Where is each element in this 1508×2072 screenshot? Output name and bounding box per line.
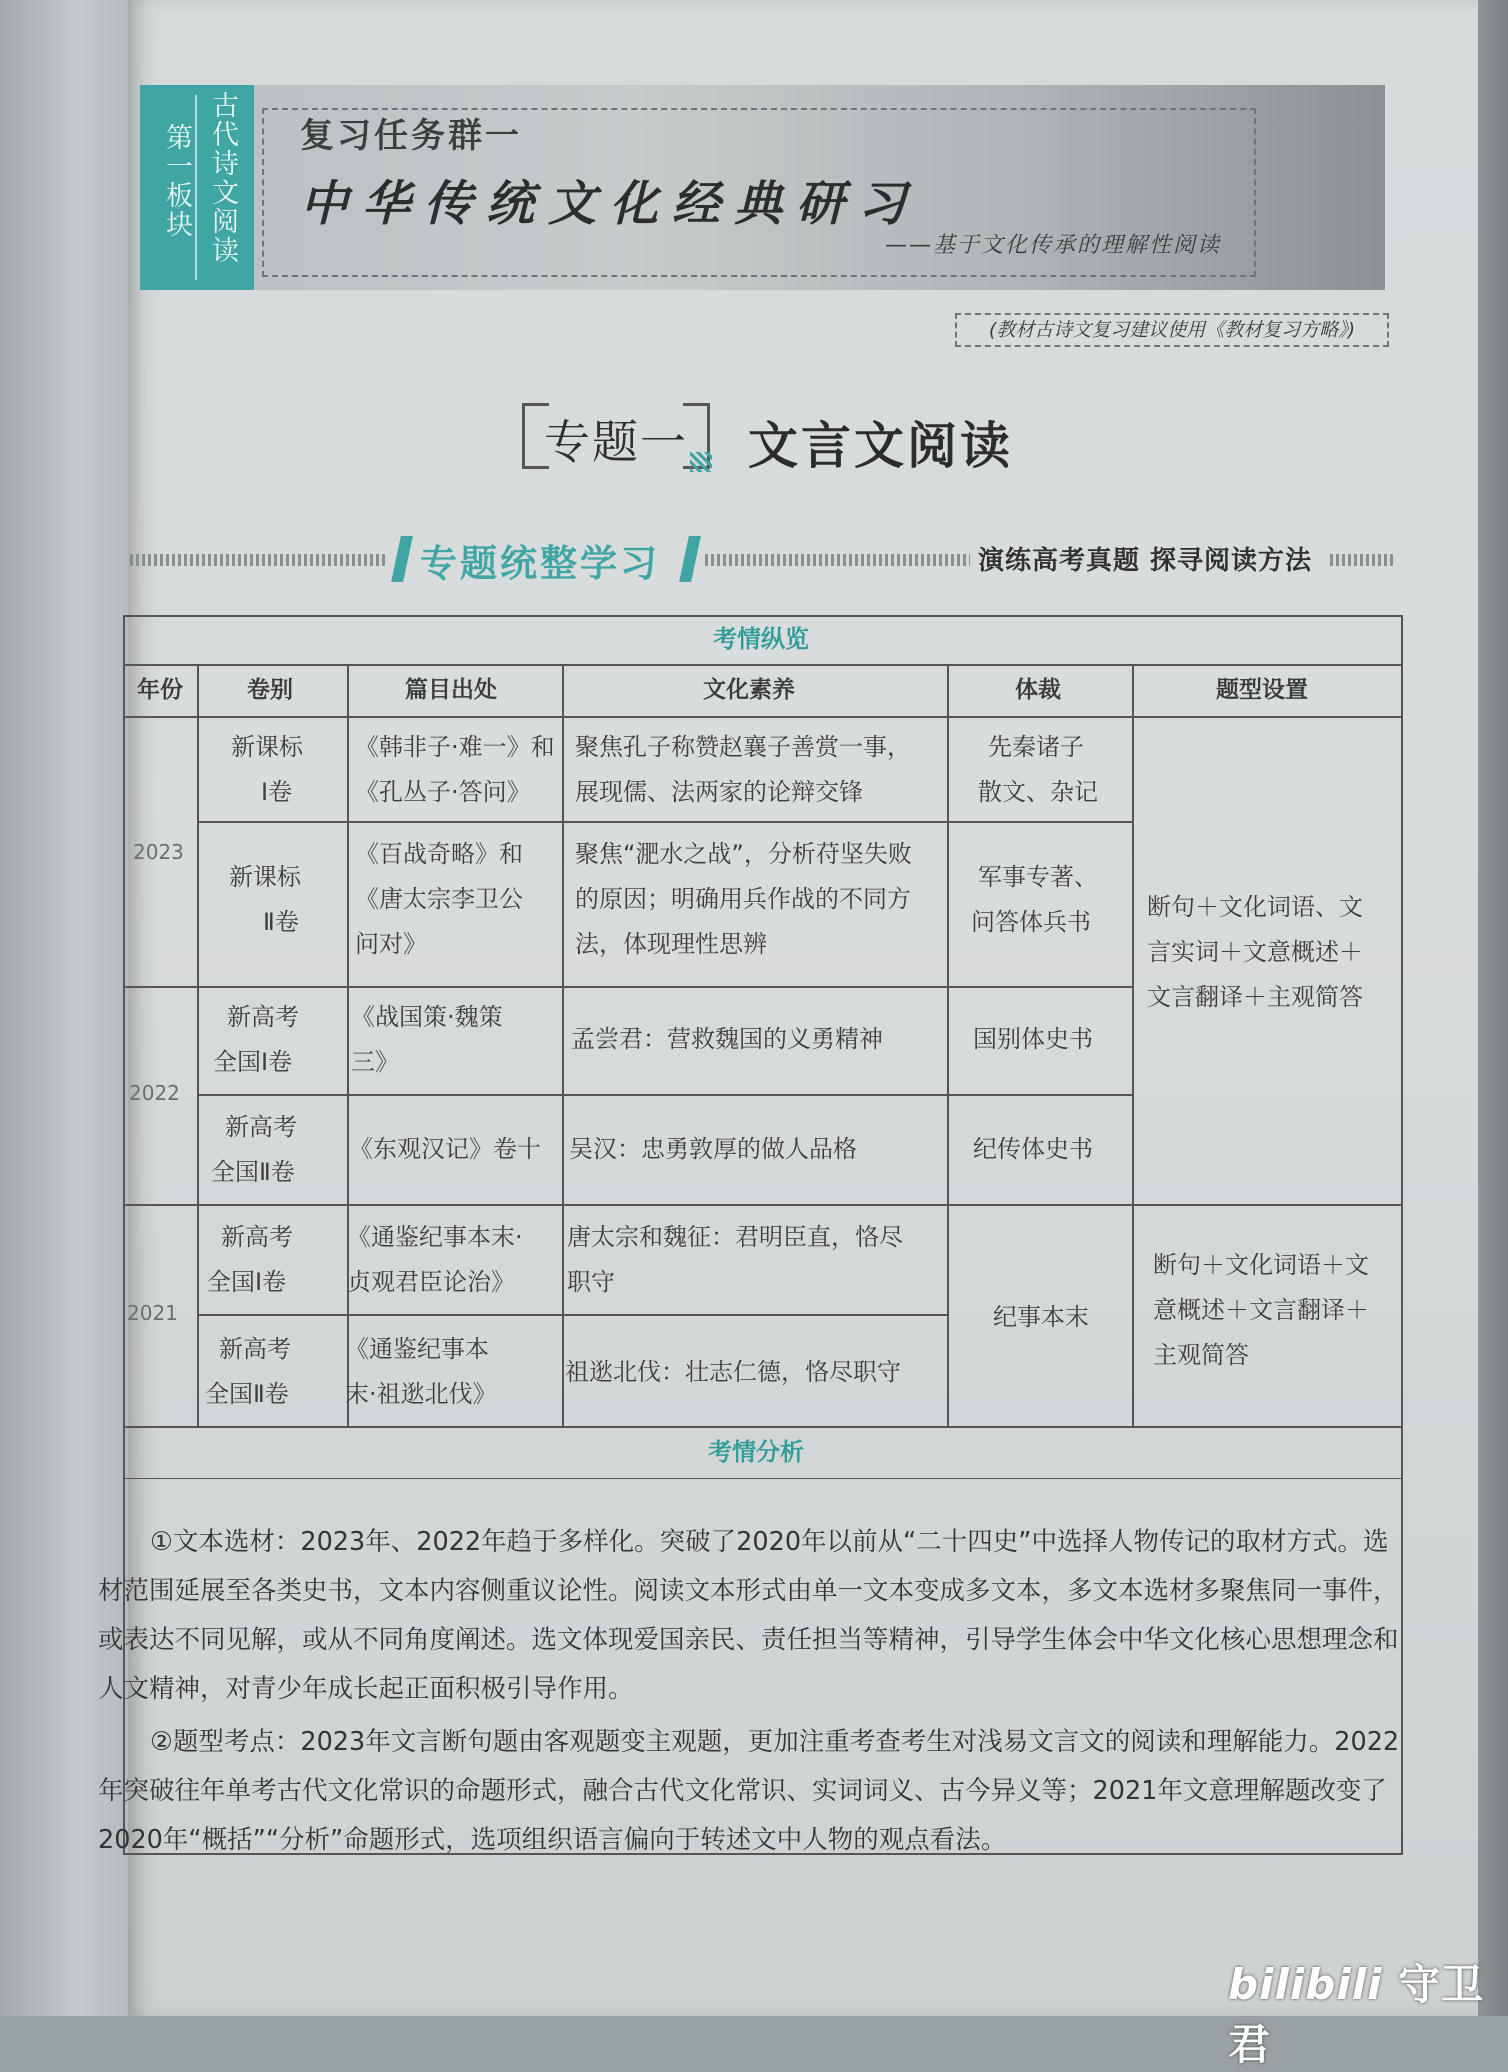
section-rule-left — [130, 554, 385, 566]
task-group-label: 复习任务群一 — [300, 116, 522, 156]
row4-culture: 吴汉：忠勇敦厚的做人品格 — [569, 1135, 857, 1163]
row3-paper-line1: 新高考 — [227, 1003, 299, 1031]
row1-source-line2: 《孔丛子·答问》 — [355, 778, 531, 806]
row2-culture-line2: 的原因；明确用兵作战的不同方 — [575, 885, 911, 913]
row6-source-line1: 《通鉴纪事本 — [345, 1335, 489, 1363]
block-tab-label-2: 古代诗文阅读 — [207, 91, 238, 265]
topic-title: 文言文阅读 — [748, 417, 1013, 475]
row2-source-line1: 《百战奇略》和 — [355, 840, 523, 868]
table-caption: 考情纵览 — [713, 625, 809, 653]
row3-genre: 国别体史书 — [973, 1025, 1093, 1053]
row5-paper-line1: 新高考 — [221, 1223, 293, 1251]
block-tab — [140, 85, 254, 290]
qtype-b-line3: 主观简答 — [1153, 1341, 1249, 1369]
row5-paper-line2: 全国Ⅰ卷 — [207, 1268, 287, 1296]
row1-genre-line2: 散文、杂记 — [978, 778, 1098, 806]
row1-paper-line2: Ⅰ卷 — [261, 778, 293, 806]
analysis-text — [98, 1518, 1410, 1865]
col-header-year: 年份 — [137, 677, 183, 703]
qtype-a-line3: 文言翻译＋主观简答 — [1147, 983, 1363, 1011]
advice-note: (教材古诗文复习建议使用《教材复习方略》) — [955, 313, 1389, 347]
section-rule-right — [1330, 554, 1395, 566]
col-header-genre: 体裁 — [1015, 677, 1061, 703]
col-header-culture: 文化素养 — [703, 677, 795, 703]
row2-paper-line2: Ⅱ卷 — [263, 908, 299, 936]
watermark — [1228, 1952, 1508, 2072]
qtype-a-line1: 断句＋文化词语、文 — [1147, 893, 1363, 921]
section-title: 专题统整学习 — [420, 542, 660, 585]
row1-genre-line1: 先秦诸子 — [988, 733, 1084, 761]
row4-paper-line2: 全国Ⅱ卷 — [211, 1158, 295, 1186]
qtype-b-line1: 断句＋文化词语＋文 — [1153, 1251, 1369, 1279]
section-subtitle: 演练高考真题 探寻阅读方法 — [978, 546, 1313, 576]
row3-source-line1: 《战国策·魏策 — [351, 1003, 503, 1031]
page-shadow — [1478, 0, 1508, 2016]
row2-genre-line1: 军事专著、 — [978, 863, 1098, 891]
row5-culture-line2: 职守 — [567, 1268, 615, 1296]
row5-source-line1: 《通鉴纪事本末· — [347, 1223, 523, 1251]
qtype-b-line2: 意概述＋文言翻译＋ — [1153, 1296, 1369, 1324]
banner-title: 中华传统文化经典研习 — [300, 176, 921, 232]
year-2022: 2022 — [129, 1081, 180, 1105]
year-2023: 2023 — [133, 840, 184, 864]
col-header-source: 篇目出处 — [405, 677, 497, 703]
topic-label: 专题一 — [544, 415, 688, 469]
banner-tagline: ——基于文化传承的理解性阅读 — [885, 233, 1222, 258]
row2-source-line3: 问对》 — [355, 930, 427, 958]
row5-source-line2: 贞观君臣论治》 — [347, 1268, 515, 1296]
row2-source-line2: 《唐太宗李卫公 — [355, 885, 523, 913]
row1-culture-line2: 展现儒、法两家的论辩交锋 — [575, 778, 863, 806]
genre-2021: 纪事本末 — [993, 1303, 1089, 1331]
topic-decoration — [690, 452, 712, 472]
row4-genre: 纪传体史书 — [973, 1135, 1093, 1163]
row2-culture-line3: 法，体现理性思辨 — [575, 930, 767, 958]
bilibili-logo: bilibili — [1228, 1960, 1383, 2009]
analysis-paragraph-1: ①文本选材：2023年、2022年趋于多样化。突破了2020年以前从“二十四史”中选择人物传记的取材方式。选材范围延展至各类史书，文本内容侧重议论性。阅读文本形式由单一文本变成多文本，多文本选材多聚焦同一事件，或表达不同见解，或从不同角度阐述。选文体现爱国亲民、责任担当等精神，引导学生体会中华文化核心思想理念和人文精神，对青少年成长起正面积极引导作用。 — [98, 1527, 1399, 1704]
row6-paper-line1: 新高考 — [219, 1335, 291, 1363]
row5-culture-line1: 唐太宗和魏征：君明臣直，恪尽 — [567, 1223, 903, 1251]
row3-source-line2: 三》 — [351, 1048, 399, 1076]
row3-culture: 孟尝君：营救魏国的义勇精神 — [571, 1025, 883, 1053]
col-header-paper: 卷别 — [247, 677, 293, 703]
col-header-qtype: 题型设置 — [1216, 677, 1308, 703]
row6-source-line2: 末·祖逖北伐》 — [345, 1380, 497, 1408]
row3-paper-line2: 全国Ⅰ卷 — [213, 1048, 293, 1076]
qtype-a-line2: 言实词＋文意概述＋ — [1147, 938, 1363, 966]
section-rule-middle — [705, 554, 970, 566]
block-tab-label-1: 第一板块 — [161, 123, 192, 239]
row6-paper-line2: 全国Ⅱ卷 — [205, 1380, 289, 1408]
row1-source-line1: 《韩非子·难一》和 — [355, 733, 555, 761]
row1-paper-line1: 新课标 — [231, 733, 303, 761]
watermark-user: 守卫君 — [1228, 1960, 1485, 2069]
row1-culture-line1: 聚焦孔子称赞赵襄子善赏一事， — [575, 733, 911, 761]
row4-source: 《东观汉记》卷十 — [349, 1135, 541, 1163]
year-2021: 2021 — [127, 1301, 178, 1325]
row2-culture-line1: 聚焦“淝水之战”，分析苻坚失败 — [575, 840, 912, 868]
analysis-paragraph-2: ②题型考点：2023年文言断句题由客观题变主观题，更加注重考查考生对浅易文言文的阅读和理解能力。2022年突破往年单考古代文化常识的命题形式，融合古代文化常识、实词词义、古今异义等；2021年文意理解题改变了2020年“概括”“分析”命题形式，选项组织语言偏向于转述文中人物的观点看法。 — [98, 1727, 1400, 1855]
row6-culture: 祖逖北伐：壮志仁德，恪尽职守 — [565, 1358, 901, 1386]
row4-paper-line1: 新高考 — [225, 1113, 297, 1141]
row2-genre-line2: 问答体兵书 — [971, 908, 1091, 936]
analysis-caption: 考情分析 — [708, 1438, 804, 1466]
row2-paper-line1: 新课标 — [229, 863, 301, 891]
